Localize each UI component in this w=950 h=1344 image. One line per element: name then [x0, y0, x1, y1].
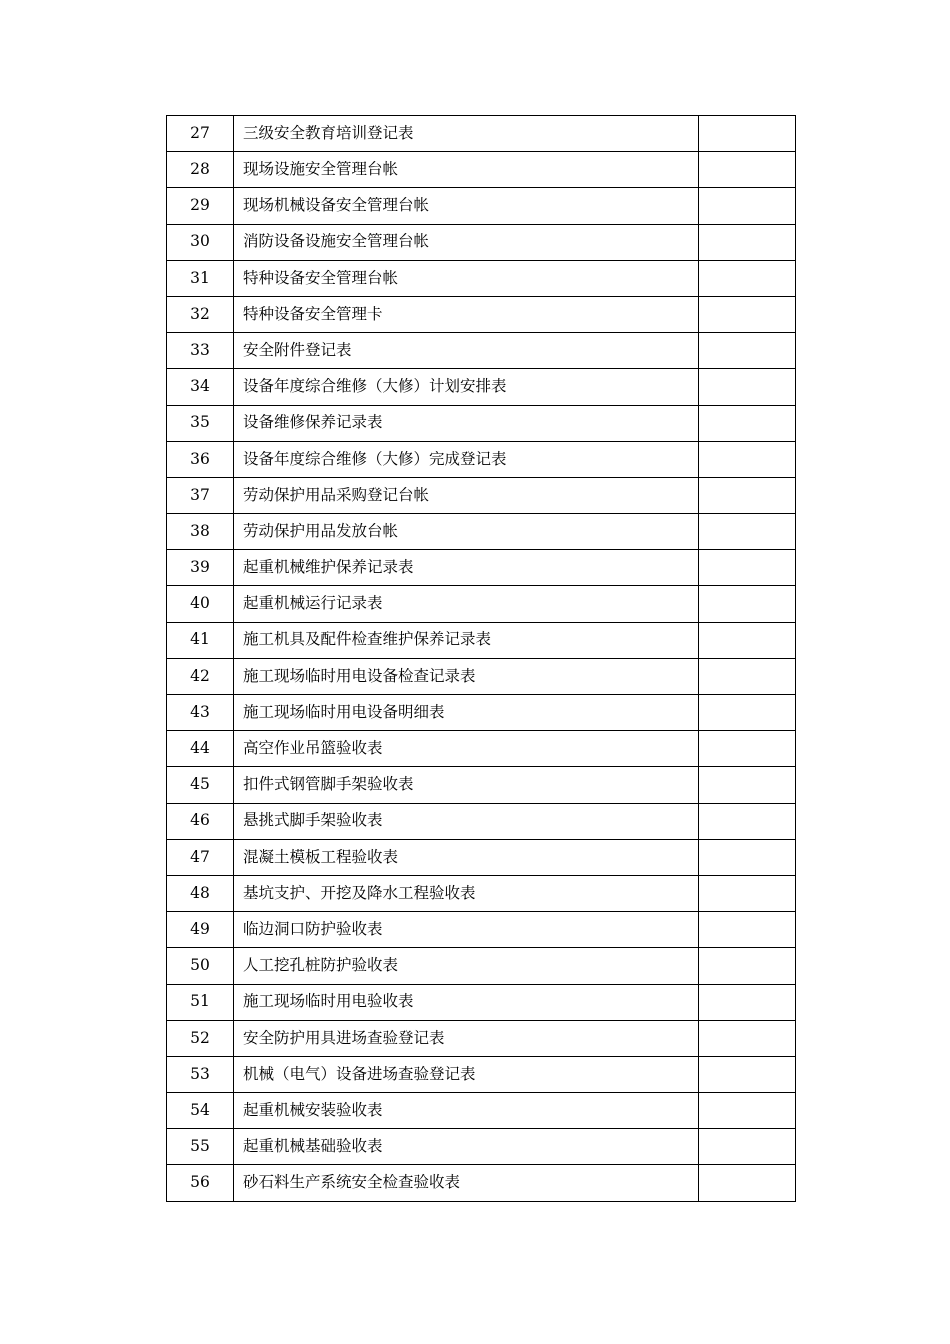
form-name: 起重机械基础验收表 [234, 1129, 699, 1165]
blank-cell [699, 658, 796, 694]
table-row [167, 839, 796, 875]
blank-cell [699, 1056, 796, 1092]
table-row [167, 260, 796, 296]
form-name: 特种设备安全管理台帐 [234, 260, 699, 296]
row-number: 37 [167, 477, 234, 513]
blank-cell [699, 803, 796, 839]
form-name: 混凝土模板工程验收表 [234, 839, 699, 875]
form-name: 高空作业吊篮验收表 [234, 731, 699, 767]
table-row [167, 658, 796, 694]
row-number: 46 [167, 803, 234, 839]
blank-cell [699, 405, 796, 441]
table-row [167, 1093, 796, 1129]
table-row [167, 550, 796, 586]
blank-cell [699, 1020, 796, 1056]
table-row [167, 296, 796, 332]
table-row [167, 477, 796, 513]
table-row [167, 1020, 796, 1056]
row-number: 28 [167, 152, 234, 188]
row-number: 44 [167, 731, 234, 767]
row-number: 42 [167, 658, 234, 694]
form-name: 基坑支护、开挖及降水工程验收表 [234, 875, 699, 911]
blank-cell [699, 333, 796, 369]
row-number: 48 [167, 875, 234, 911]
form-name: 扣件式钢管脚手架验收表 [234, 767, 699, 803]
row-number: 55 [167, 1129, 234, 1165]
form-name: 劳动保护用品发放台帐 [234, 514, 699, 550]
row-number: 40 [167, 586, 234, 622]
blank-cell [699, 260, 796, 296]
row-number: 38 [167, 514, 234, 550]
row-number: 27 [167, 116, 234, 152]
blank-cell [699, 514, 796, 550]
row-number: 56 [167, 1165, 234, 1201]
row-number: 32 [167, 296, 234, 332]
table-row [167, 984, 796, 1020]
form-name: 设备年度综合维修（大修）完成登记表 [234, 441, 699, 477]
table-row [167, 875, 796, 911]
blank-cell [699, 1165, 796, 1201]
table-row [167, 405, 796, 441]
form-name: 施工现场临时用电设备明细表 [234, 695, 699, 731]
row-number: 52 [167, 1020, 234, 1056]
row-number: 34 [167, 369, 234, 405]
table-row [167, 912, 796, 948]
row-number: 33 [167, 333, 234, 369]
table-row [167, 803, 796, 839]
form-name: 特种设备安全管理卡 [234, 296, 699, 332]
blank-cell [699, 116, 796, 152]
form-name: 现场设施安全管理台帐 [234, 152, 699, 188]
table-row [167, 514, 796, 550]
table-row [167, 1129, 796, 1165]
blank-cell [699, 1093, 796, 1129]
blank-cell [699, 912, 796, 948]
blank-cell [699, 875, 796, 911]
blank-cell [699, 622, 796, 658]
row-number: 43 [167, 695, 234, 731]
blank-cell [699, 1129, 796, 1165]
blank-cell [699, 695, 796, 731]
row-number: 54 [167, 1093, 234, 1129]
blank-cell [699, 369, 796, 405]
table-row [167, 1165, 796, 1201]
form-name: 消防设备设施安全管理台帐 [234, 224, 699, 260]
blank-cell [699, 586, 796, 622]
table-body [167, 116, 796, 1202]
form-name: 现场机械设备安全管理台帐 [234, 188, 699, 224]
form-name: 劳动保护用品采购登记台帐 [234, 477, 699, 513]
row-number: 39 [167, 550, 234, 586]
table-row [167, 586, 796, 622]
table-row [167, 333, 796, 369]
blank-cell [699, 948, 796, 984]
row-number: 29 [167, 188, 234, 224]
blank-cell [699, 152, 796, 188]
blank-cell [699, 550, 796, 586]
row-number: 49 [167, 912, 234, 948]
form-name: 人工挖孔桩防护验收表 [234, 948, 699, 984]
table-row [167, 767, 796, 803]
form-list-table [166, 115, 796, 1202]
row-number: 51 [167, 984, 234, 1020]
form-name: 三级安全教育培训登记表 [234, 116, 699, 152]
table-row [167, 369, 796, 405]
table-row [167, 152, 796, 188]
blank-cell [699, 441, 796, 477]
form-name: 施工机具及配件检查维护保养记录表 [234, 622, 699, 658]
row-number: 53 [167, 1056, 234, 1092]
row-number: 47 [167, 839, 234, 875]
form-name: 起重机械安装验收表 [234, 1093, 699, 1129]
table-row [167, 224, 796, 260]
blank-cell [699, 984, 796, 1020]
table-row [167, 948, 796, 984]
form-name: 施工现场临时用电验收表 [234, 984, 699, 1020]
row-number: 41 [167, 622, 234, 658]
table-row [167, 441, 796, 477]
form-name: 起重机械维护保养记录表 [234, 550, 699, 586]
form-name: 起重机械运行记录表 [234, 586, 699, 622]
blank-cell [699, 188, 796, 224]
blank-cell [699, 296, 796, 332]
form-name: 设备年度综合维修（大修）计划安排表 [234, 369, 699, 405]
row-number: 30 [167, 224, 234, 260]
blank-cell [699, 224, 796, 260]
blank-cell [699, 731, 796, 767]
form-name: 机械（电气）设备进场查验登记表 [234, 1056, 699, 1092]
table-row [167, 188, 796, 224]
table-row [167, 1056, 796, 1092]
blank-cell [699, 839, 796, 875]
row-number: 45 [167, 767, 234, 803]
form-name: 悬挑式脚手架验收表 [234, 803, 699, 839]
row-number: 31 [167, 260, 234, 296]
form-name: 安全防护用具进场查验登记表 [234, 1020, 699, 1056]
table-row [167, 622, 796, 658]
blank-cell [699, 767, 796, 803]
table-row [167, 695, 796, 731]
form-name: 砂石料生产系统安全检查验收表 [234, 1165, 699, 1201]
row-number: 50 [167, 948, 234, 984]
table-row [167, 116, 796, 152]
row-number: 36 [167, 441, 234, 477]
row-number: 35 [167, 405, 234, 441]
form-name: 临边洞口防护验收表 [234, 912, 699, 948]
form-name: 施工现场临时用电设备检查记录表 [234, 658, 699, 694]
blank-cell [699, 477, 796, 513]
form-name: 设备维修保养记录表 [234, 405, 699, 441]
form-name: 安全附件登记表 [234, 333, 699, 369]
table-row [167, 731, 796, 767]
